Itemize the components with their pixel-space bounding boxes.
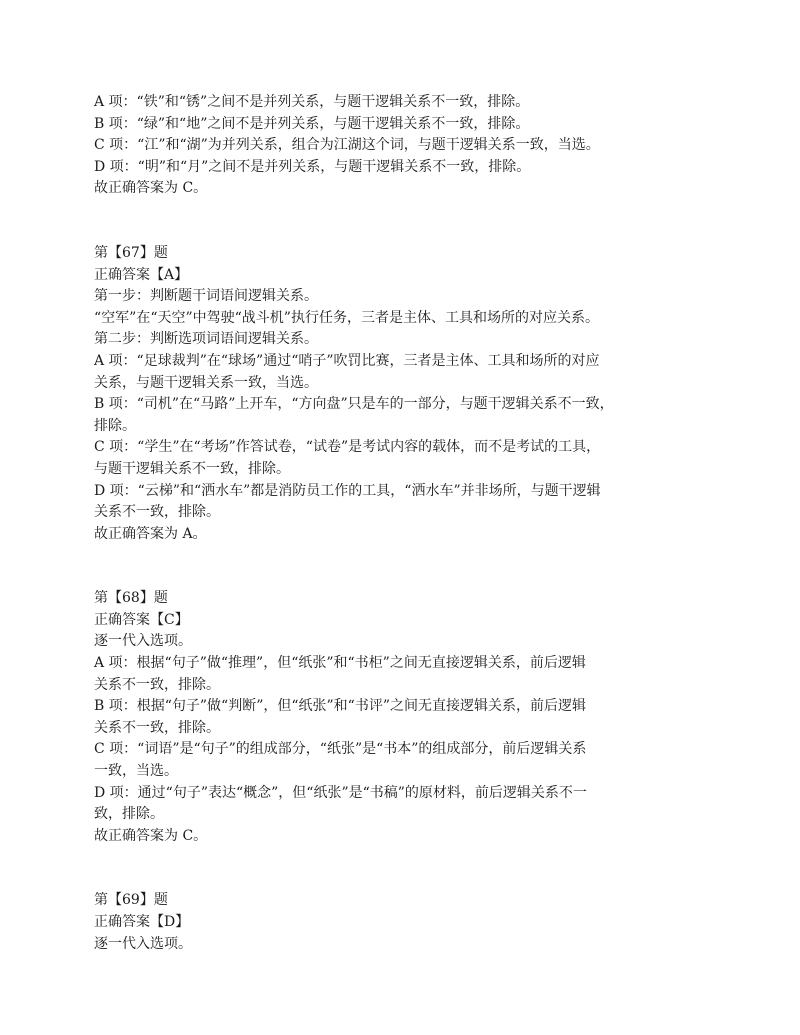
conclusion-line: 故正确答案为 C。 xyxy=(94,827,208,844)
question-title: 第【67】题 xyxy=(94,244,168,261)
conclusion-line: 故正确答案为 C。 xyxy=(94,180,208,197)
answer-block-q67 xyxy=(94,243,714,545)
answer-block-q68 xyxy=(94,588,714,847)
explanation-line: A 项：根据“句子”做“推理”，但“纸张”和“书柜”之间无直接逻辑关系，前后逻辑 xyxy=(94,655,586,672)
explanation-line: 一致，当选。 xyxy=(94,763,178,780)
answer-block-q66-tail xyxy=(94,92,714,200)
explanation-line: 逐一代入选项。 xyxy=(94,633,192,650)
question-title: 第【69】题 xyxy=(94,892,168,909)
conclusion-line: 故正确答案为 A。 xyxy=(94,525,207,542)
explanation-line: D 项：“云梯”和“洒水车”都是消防员工作的工具，“洒水车”并非场所，与题干逻辑 xyxy=(94,482,601,499)
explanation-line: B 项：根据“句子”做“判断”，但“纸张”和“书评”之间无直接逻辑关系，前后逻辑 xyxy=(94,698,586,715)
explanation-line: 第二步：判断选项词语间逻辑关系。 xyxy=(94,331,318,348)
explanation-line: 与题干逻辑关系不一致，排除。 xyxy=(94,460,290,477)
correct-answer: 正确答案【A】 xyxy=(94,266,189,283)
section-gap xyxy=(94,847,714,890)
explanation-line: D 项：“明”和“月”之间不是并列关系，与题干逻辑关系不一致，排除。 xyxy=(94,158,531,175)
correct-answer: 正确答案【D】 xyxy=(94,914,190,930)
answer-block-q69 xyxy=(94,890,714,955)
explanation-line: 关系不一致，排除。 xyxy=(94,504,220,521)
explanation-line: A 项：“铁”和“锈”之间不是并列关系，与题干逻辑关系不一致，排除。 xyxy=(94,94,530,110)
section-gap xyxy=(94,545,714,588)
explanation-line: C 项：“江”和“湖”为并列关系，组合为江湖这个词，与题干逻辑关系一致，当选。 xyxy=(94,137,600,154)
question-title: 第【68】题 xyxy=(94,590,168,607)
explanation-line: B 项：“司机”在“马路”上开车，“方向盘”只是车的一部分，与题干逻辑关系不一致， xyxy=(94,396,614,413)
explanation-line: 关系，与题干逻辑关系一致，当选。 xyxy=(94,374,318,391)
explanation-line: 关系不一致，排除。 xyxy=(94,676,220,693)
explanation-line: C 项：“学生”在“考场”作答试卷，“试卷”是考试内容的载体，而不是考试的工具， xyxy=(94,439,601,456)
explanation-line: C 项：“词语”是“句子”的组成部分，“纸张”是“书本”的组成部分，前后逻辑关系 xyxy=(94,741,587,758)
explanation-line: 关系不一致，排除。 xyxy=(94,719,220,736)
explanation-line: 第一步：判断题干词语间逻辑关系。 xyxy=(94,288,318,305)
document-page xyxy=(94,92,714,955)
explanation-line: 致，排除。 xyxy=(94,806,164,823)
correct-answer: 正确答案【C】 xyxy=(94,611,189,628)
section-gap xyxy=(94,200,714,243)
explanation-line: B 项：“绿”和“地”之间不是并列关系，与题干逻辑关系不一致，排除。 xyxy=(94,115,530,132)
explanation-line: D 项：通过“句子”表达“概念”，但“纸张”是“书稿”的原材料，前后逻辑关系不一 xyxy=(94,784,587,801)
explanation-line: “空军”在“天空”中驾驶“战斗机”执行任务，三者是主体、工具和场所的对应关系。 xyxy=(94,309,599,326)
explanation-line: 逐一代入选项。 xyxy=(94,935,192,952)
explanation-line: 排除。 xyxy=(94,417,136,434)
explanation-line: A 项：“足球裁判”在“球场”通过“哨子”吹罚比赛，三者是主体、工具和场所的对应 xyxy=(94,352,600,369)
